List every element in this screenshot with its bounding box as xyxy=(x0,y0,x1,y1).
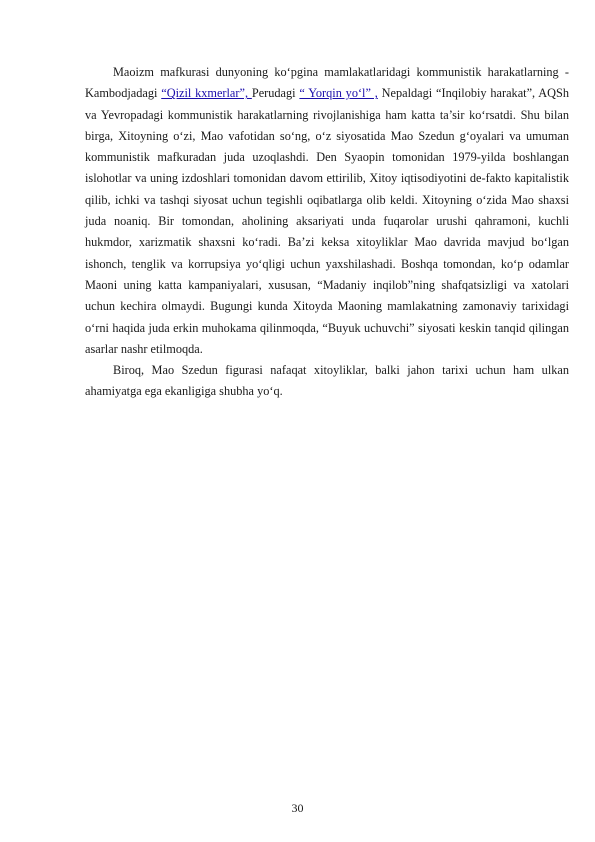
link-qizil-kxmerlar[interactable]: “Qizil kxmerlar”, xyxy=(161,86,252,101)
paragraph-1 xyxy=(85,62,569,360)
paragraph-1-text-start: Maoizm mafkurasi dunyoning ko‘pgina mamlakatlaridagi kommunistik harakatlarning - Kambodjadagi xyxy=(85,65,569,101)
link-yorqin-yol[interactable]: “ Yorqin yo‘l” , xyxy=(299,86,378,101)
paragraph-2: Biroq, Mao Szedun figurasi nafaqat xitoyliklar, balki jahon tarixi uchun ham ulkan ahamiyatga ega ekanligiga shubha yo‘q. xyxy=(85,363,569,399)
paragraph-1-text-end: Nepaldagi “Inqilobiy harakat”, AQSh va Yevropadagi kommunistik harakatlarning rivojlanishiga ham katta ta’sir ko‘rsatdi. Shu bilan birga, Xitoyning o‘zi, Mao vafotidan so‘ng, o‘z siyosatida Mao Szedun g‘oyalari va umuman kommunistik mafkuradan juda uzoqlashdi. Den Syaopin tomonidan 1979-yilda boshlangan islohotlar va uning izdoshlari tomonidan davom ettirilib, Xitoy iqtisodiyotini de-fakto kapitalistik qilib, ichki va tashqi siyosat uchun tegishli oqibatlarga olib keldi. Xitoyning o‘zida Mao shaxsi juda noaniq. Bir tomondan, aholining aksariyati unda fuqarolar urushi qahramoni, kuchli hukmdor, xarizmatik shaxsni ko‘radi. Ba’zi keksa xitoyliklar Mao davrida mavjud bo‘lgan ishonch, tenglik va korrupsiya yo‘qligi uchun yaxshilashadi. Boshqa tomondan, ko‘p odamlar Maoni uning katta kampaniyalari, xususan, “Madaniy inqilob”ning shafqatsizligi va xatolari uchun kechira olmaydi. Bugungi kunda Xitoyda Maoning mamlakatning zamonaviy tarixidagi o‘rni haqida juda erkin muhokama qilinmoqda, “Buyuk uchuvchi” siyosati keskin tanqid qilingan asarlar nashr etilmoqda. xyxy=(85,86,570,356)
document-body xyxy=(85,62,569,403)
paragraph-1-text-middle: Perudagi xyxy=(251,86,300,101)
page-number: 30 xyxy=(291,801,304,815)
